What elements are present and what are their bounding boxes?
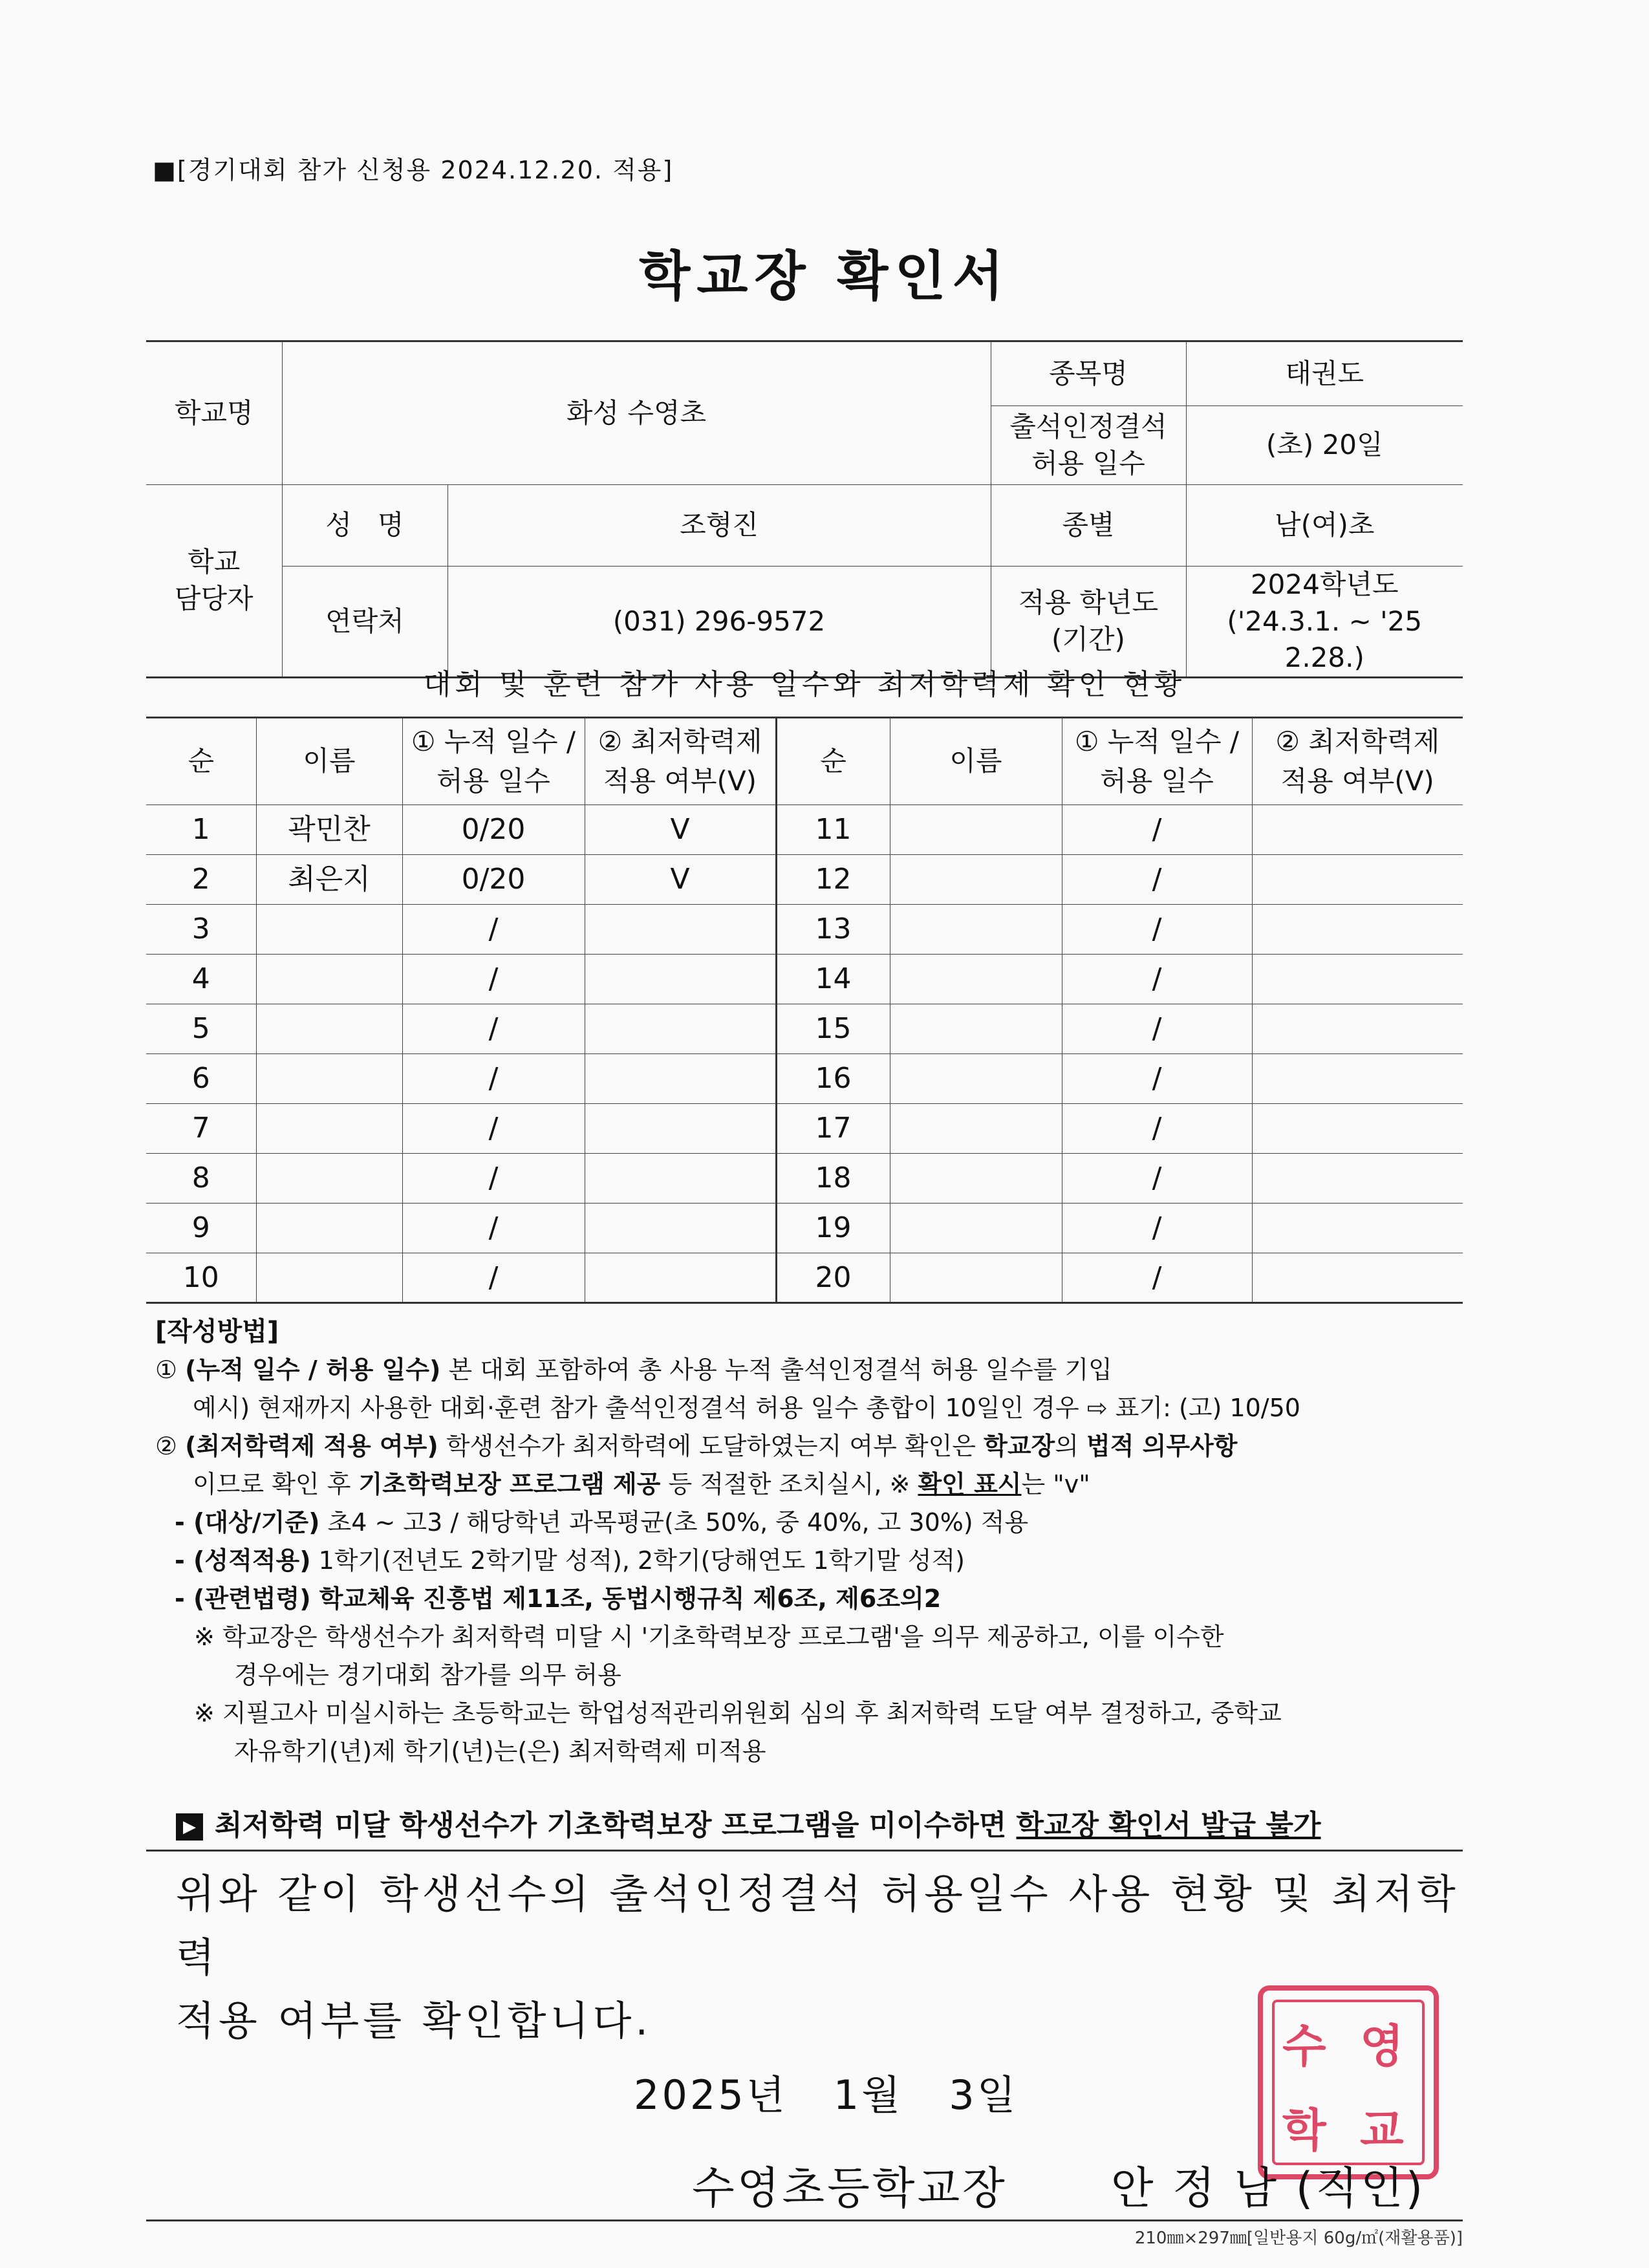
- instruction-sub-law: - (관련법령) 학교체육 진흥법 제11조, 동법시행규칙 제6조, 제6조의2: [175, 1584, 942, 1613]
- cell-r-name: [890, 1154, 1062, 1204]
- col-no-right: 순: [776, 718, 890, 805]
- col-min-left: ② 최저학력제 적용 여부(V): [585, 718, 776, 805]
- signer-name: 안 정 남: [1110, 2163, 1280, 2214]
- cell-l-no: 9: [146, 1204, 256, 1253]
- table-row: [146, 955, 1463, 1004]
- instruction-item-2-cont: 이므로 확인 후 기초학력보장 프로그램 제공 등 적절한 조치실시, ※ 확인 표시는 "v": [193, 1470, 1090, 1498]
- status-section-title: 대회 및 훈련 참가 사용 일수와 최저학력제 확인 현황: [146, 653, 1463, 718]
- table-row: [146, 1253, 1463, 1303]
- cell-r-days: /: [1062, 1104, 1252, 1154]
- bottom-divider: [146, 2219, 1463, 2221]
- col-no-left: 순: [146, 718, 256, 805]
- info-table: [146, 340, 1463, 678]
- signer-title: 수영초등학교장: [692, 2163, 1008, 2214]
- cell-r-min: [1252, 855, 1463, 905]
- cell-l-no: 10: [146, 1253, 256, 1303]
- cell-l-name: [256, 1104, 402, 1154]
- cell-l-name: [256, 1204, 402, 1253]
- cell-r-no: 20: [776, 1253, 890, 1303]
- cell-r-no: 13: [776, 905, 890, 955]
- instruction-sub-target: - (대상/기준) 초4 ~ 고3 / 해당학년 과목평균(초 50%, 중 40%, 고 30%) 적용: [175, 1508, 1029, 1537]
- cell-r-days: /: [1062, 855, 1252, 905]
- cell-l-min: [585, 1004, 776, 1054]
- school-year-value: 2024학년도 ('24.3.1. ~ '25 2.28.): [1186, 567, 1463, 678]
- absence-days-value: (초) 20일: [1186, 406, 1463, 485]
- cell-r-name: [890, 1004, 1062, 1054]
- cell-l-days: /: [402, 1154, 585, 1204]
- col-days-right: ① 누적 일수 / 허용 일수: [1062, 718, 1252, 805]
- cell-r-days: /: [1062, 805, 1252, 855]
- cell-l-name: [256, 1154, 402, 1204]
- cell-r-no: 11: [776, 805, 890, 855]
- cell-l-days: 0/20: [402, 805, 585, 855]
- cell-l-min: [585, 1204, 776, 1253]
- divider: [146, 1850, 1463, 1852]
- cell-r-days: /: [1062, 905, 1252, 955]
- document-title: 학교장 확인서: [639, 246, 1010, 307]
- roster-table: [146, 718, 1463, 1304]
- table-row: [146, 1054, 1463, 1104]
- contact-value: (031) 296-9572: [447, 567, 991, 678]
- cell-l-days: /: [402, 1253, 585, 1303]
- cell-r-min: [1252, 1204, 1463, 1253]
- issuance-warning: ▶ 최저학력 미달 학생선수가 기초학력보장 프로그램을 미이수하면 학교장 확인서 발급 불가: [176, 1802, 1321, 1843]
- cell-r-no: 14: [776, 955, 890, 1004]
- absence-days-label: 출석인정결석 허용 일수: [991, 406, 1186, 485]
- cell-r-min: [1252, 1004, 1463, 1054]
- cell-l-name: [256, 1054, 402, 1104]
- cell-r-days: /: [1062, 1004, 1252, 1054]
- seal-label: (직인): [1295, 2163, 1426, 2214]
- cell-r-min: [1252, 1253, 1463, 1303]
- cell-l-days: /: [402, 955, 585, 1004]
- cell-r-min: [1252, 805, 1463, 855]
- instruction-item-2: ② (최저학력제 적용 여부) 학생선수가 최저학력에 도달하였는지 여부 확인은 학교장의 법적 의무사항: [155, 1432, 1238, 1460]
- cell-r-name: [890, 1104, 1062, 1154]
- cell-l-min: [585, 905, 776, 955]
- cell-l-no: 8: [146, 1154, 256, 1204]
- cell-l-name: [256, 955, 402, 1004]
- roster-header-row: [146, 718, 1463, 805]
- cell-r-days: /: [1062, 955, 1252, 1004]
- cell-l-no: 5: [146, 1004, 256, 1054]
- cell-l-no: 2: [146, 855, 256, 905]
- table-row: [146, 905, 1463, 955]
- cell-l-min: [585, 955, 776, 1004]
- table-row: [146, 855, 1463, 905]
- cell-l-no: 1: [146, 805, 256, 855]
- event-label: 종목명: [991, 341, 1186, 406]
- cell-l-days: /: [402, 905, 585, 955]
- cell-l-min: V: [585, 805, 776, 855]
- col-min-right: ② 최저학력제 적용 여부(V): [1252, 718, 1463, 805]
- official-seal: 수 영 학 교: [1258, 1985, 1439, 2179]
- cell-l-days: /: [402, 1104, 585, 1154]
- manager-label: 학교 담당자: [146, 485, 282, 678]
- cell-r-name: [890, 1054, 1062, 1104]
- col-days-left: ① 누적 일수 / 허용 일수: [402, 718, 585, 805]
- instruction-note-2-cont: 자유학기(년)제 학기(년)는(은) 최저학력제 미적용: [234, 1737, 766, 1766]
- name-value: 조형진: [447, 485, 991, 567]
- cell-r-name: [890, 905, 1062, 955]
- cell-r-min: [1252, 905, 1463, 955]
- table-row: [146, 1204, 1463, 1253]
- cell-r-days: /: [1062, 1204, 1252, 1253]
- cell-l-no: 7: [146, 1104, 256, 1154]
- cell-r-name: [890, 1204, 1062, 1253]
- table-row: [146, 1104, 1463, 1154]
- instruction-item-1: ① (누적 일수 / 허용 일수) 본 대회 포함하여 총 사용 누적 출석인정결석 허용 일수를 기입: [155, 1355, 1112, 1384]
- cell-r-min: [1252, 1054, 1463, 1104]
- table-row: [146, 805, 1463, 855]
- issue-date: 2025년 1월 3일: [634, 2071, 1018, 2119]
- cell-r-no: 16: [776, 1054, 890, 1104]
- instruction-note-2: ※ 지필고사 미실시하는 초등학교는 학업성적관리위원회 심의 후 최저학력 도달 여부 결정하고, 중학교: [194, 1699, 1282, 1727]
- cell-l-days: /: [402, 1204, 585, 1253]
- cell-l-days: 0/20: [402, 855, 585, 905]
- cell-r-no: 18: [776, 1154, 890, 1204]
- cell-l-name: [256, 905, 402, 955]
- cell-r-name: [890, 1253, 1062, 1303]
- cell-l-name: [256, 1253, 402, 1303]
- form-version-note: ■[경기대회 참가 신청용 2024.12.20. 적용]: [153, 156, 674, 184]
- cell-r-no: 15: [776, 1004, 890, 1054]
- cell-r-no: 17: [776, 1104, 890, 1154]
- cell-l-days: /: [402, 1054, 585, 1104]
- instructions-heading: [작성방법]: [155, 1317, 279, 1346]
- cell-r-name: [890, 955, 1062, 1004]
- school-value: 화성 수영초: [282, 341, 991, 485]
- contact-label: 연락처: [282, 567, 447, 678]
- cell-l-min: [585, 1253, 776, 1303]
- col-name-right: 이름: [890, 718, 1062, 805]
- cell-r-min: [1252, 1104, 1463, 1154]
- instructions: [155, 1313, 1461, 1771]
- gender-label: 종별: [991, 485, 1186, 567]
- table-row: [146, 1004, 1463, 1054]
- cell-l-no: 3: [146, 905, 256, 955]
- cell-l-min: [585, 1104, 776, 1154]
- instruction-item-1-example: 예시) 현재까지 사용한 대회·훈련 참가 출석인정결석 허용 일수 총합이 10일인 경우 ⇨ 표기: (고) 10/50: [193, 1394, 1300, 1422]
- name-label: 성 명: [282, 485, 447, 567]
- cell-l-name: 곽민찬: [256, 805, 402, 855]
- paper-spec: 210㎜×297㎜[일반용지 60g/㎡(재활용품)]: [1134, 2229, 1463, 2248]
- cell-r-name: [890, 855, 1062, 905]
- gender-value: 남(여)초: [1186, 485, 1463, 567]
- cell-r-days: /: [1062, 1154, 1252, 1204]
- cell-l-name: 최은지: [256, 855, 402, 905]
- instruction-note-1: ※ 학교장은 학생선수가 최저학력 미달 시 '기초학력보장 프로그램'을 의무 제공하고, 이를 이수한: [194, 1623, 1224, 1651]
- signature-line: [692, 2154, 1425, 2216]
- cell-l-days: /: [402, 1004, 585, 1054]
- cell-r-no: 19: [776, 1204, 890, 1253]
- col-name-left: 이름: [256, 718, 402, 805]
- cell-l-min: [585, 1054, 776, 1104]
- cell-r-min: [1252, 1154, 1463, 1204]
- instruction-sub-grades: - (성적적용) 1학기(전년도 2학기말 성적), 2학기(당해연도 1학기말 성적): [175, 1546, 965, 1575]
- cell-l-no: 4: [146, 955, 256, 1004]
- cell-l-min: [585, 1154, 776, 1204]
- event-value: 태권도: [1186, 341, 1463, 406]
- cell-r-no: 12: [776, 855, 890, 905]
- confirmation-statement: 위와 같이 학생선수의 출석인정결석 허용일수 사용 현황 및 최저학력 적용 여부를 확인합니다.: [176, 1870, 1460, 2044]
- cell-l-name: [256, 1004, 402, 1054]
- school-label: 학교명: [146, 341, 282, 485]
- cell-l-min: V: [585, 855, 776, 905]
- instruction-note-1-cont: 경우에는 경기대회 참가를 의무 허용: [234, 1661, 621, 1689]
- cell-r-days: /: [1062, 1054, 1252, 1104]
- school-year-label: 적용 학년도 (기간): [991, 567, 1186, 678]
- cell-r-min: [1252, 955, 1463, 1004]
- table-row: [146, 1154, 1463, 1204]
- cell-r-name: [890, 805, 1062, 855]
- cell-r-days: /: [1062, 1253, 1252, 1303]
- cell-l-no: 6: [146, 1054, 256, 1104]
- arrow-box-icon: ▶: [176, 1813, 203, 1841]
